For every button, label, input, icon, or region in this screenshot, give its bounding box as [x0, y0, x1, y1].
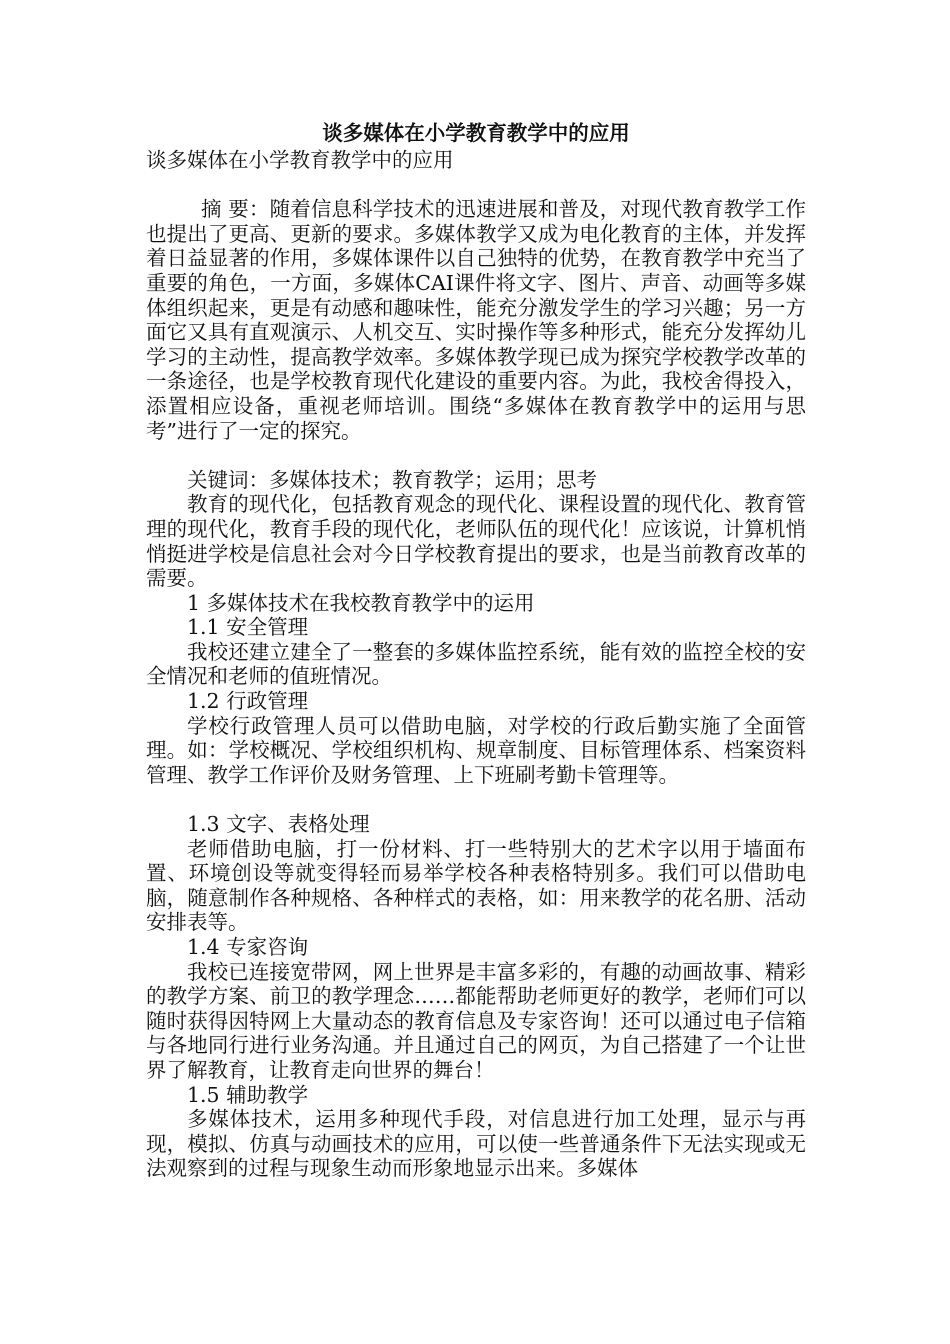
keywords-line: 关键词：多媒体技术；教育教学；运用；思考	[187, 467, 597, 492]
document-title: 谈多媒体在小学教育教学中的应用	[322, 121, 630, 145]
body-paragraph: 多媒体技术，运用多种现代手段，对信息进行加工处理，显示与再现，模拟、仿真与动画技术的应用，可以使一些普通条件下无法实现或无法观察到的过程与现象生动而形象地显示出来。多媒体	[146, 1107, 806, 1181]
blank-line	[146, 173, 806, 198]
subsection-heading: 1.1 安全管理	[187, 615, 309, 640]
blank-line	[146, 787, 806, 812]
document-page	[146, 118, 806, 1181]
subsection-heading: 1.4 专家咨询	[187, 935, 309, 959]
body-paragraph: 我校还建立建全了一整套的多媒体监控系统，能有效的监控全校的安全情况和老师的值班情况。	[146, 639, 806, 689]
document-subtitle: 谈多媒体在小学教育教学中的应用	[146, 148, 454, 172]
subsection-heading: 1.2 行政管理	[187, 689, 309, 714]
blank-line	[146, 443, 806, 468]
section-heading: 1 多媒体技术在我校教育教学中的运用	[187, 590, 535, 615]
subsection-heading: 1.5 辅助教学	[187, 1082, 309, 1107]
abstract-paragraph: 摘 要：随着信息科学技术的迅速进展和普及，对现代教育教学工作也提出了更高、更新的要求。多媒体教学又成为电化教育的主体，并发挥着日益显著的作用，多媒体课件以自己独特的优势，在教育教学中充当了重要的角色，一方面，多媒体CAI课件将文字、图片、声音、动画等多媒体组织起来，更是有动感和趣味性，能充分激发学生的学习兴趣；另一方面它又具有直观演示、人机交互、实时操作等多种形式，能充分发挥幼儿学习的主动性，提高教学效率。多媒体教学现已成为探究学校教学改革的一条途径，也是学校教育现代化建设的重要内容。为此，我校舍得投入，添置相应设备，重视老师培训。围绕“多媒体在教育教学中的运用与思考”进行了一定的探究。	[146, 197, 806, 443]
body-paragraph: 我校已连接宽带网，网上世界是丰富多彩的，有趣的动画故事、精彩的教学方案、前卫的教学理念……都能帮助老师更好的教学，老师们可以随时获得因特网上大量动态的教育信息及专家咨询！还可以通过电子信箱与各地同行进行业务沟通。并且通过自己的网页，为自己搭建了一个让世界了解教育，让教育走向世界的舞台！	[146, 959, 806, 1082]
body-paragraph: 老师借助电脑，打一份材料、打一些特别大的艺术字以用于墙面布置、环境创设等就变得轻而易举学校各种表格特别多。我们可以借助电脑，随意制作各种规格、各种样式的表格，如：用来教学的花名册、活动安排表等。	[146, 836, 806, 935]
body-paragraph: 学校行政管理人员可以借助电脑，对学校的行政后勤实施了全面管理。如：学校概况、学校组织机构、规章制度、目标管理体系、档案资料管理、教学工作评价及财务管理、上下班刷考勤卡管理等。	[146, 713, 806, 787]
intro-paragraph: 教育的现代化，包括教育观念的现代化、课程设置的现代化、教育管理的现代化，教育手段的现代化，老师队伍的现代化！应该说，计算机悄悄挺进学校是信息社会对今日学校教育提出的要求，也是当前教育改革的需要。	[146, 492, 806, 591]
subsection-heading: 1.3 文字、表格处理	[187, 812, 370, 837]
